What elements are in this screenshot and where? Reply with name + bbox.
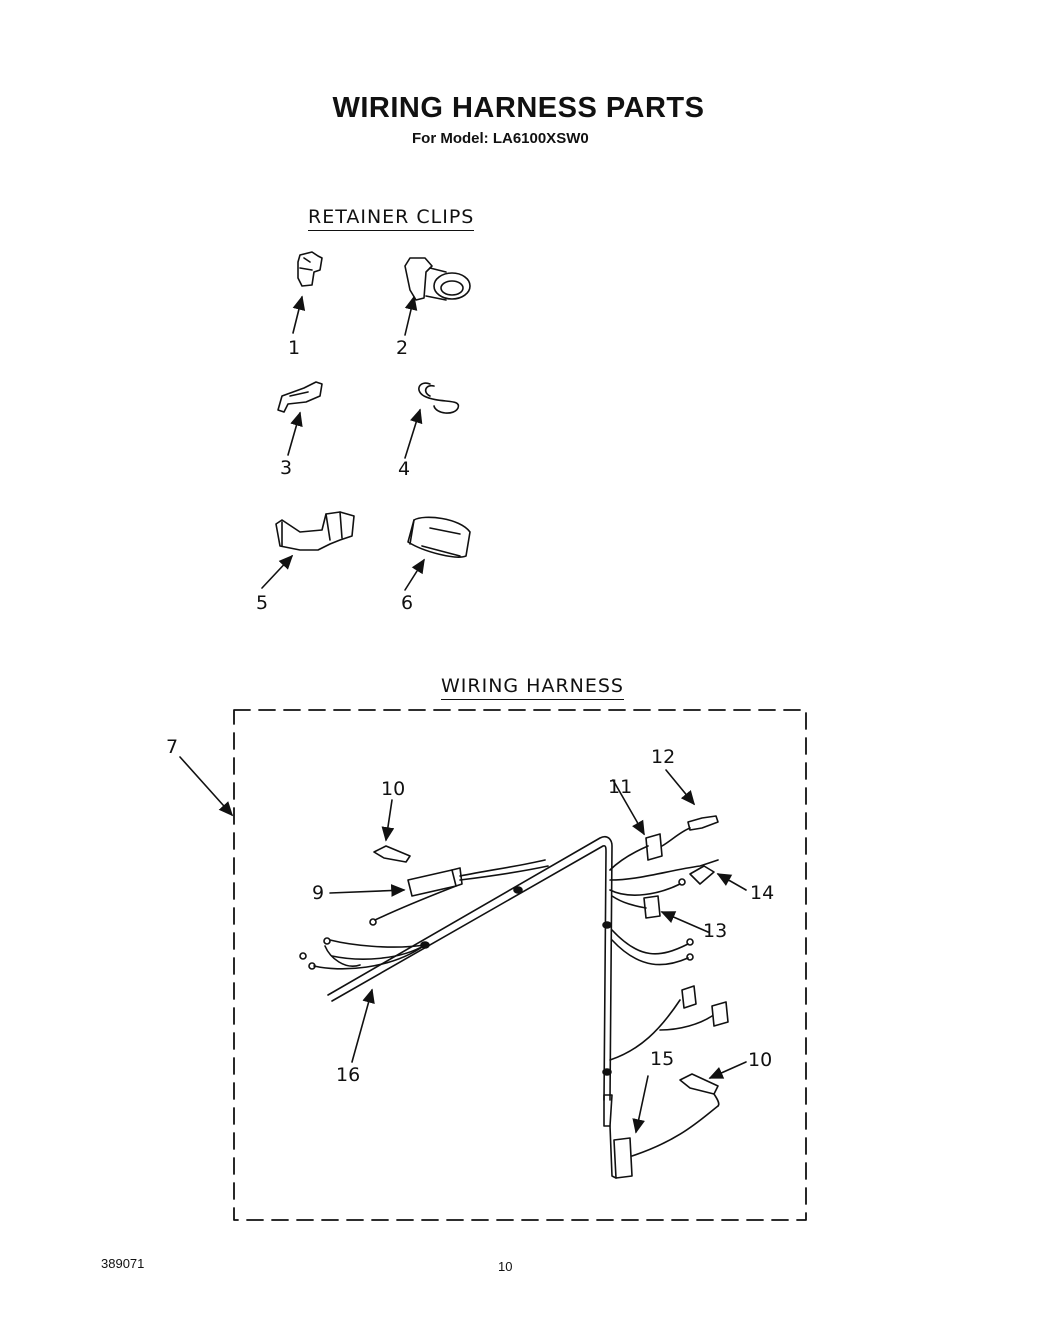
leader-15 [636, 1076, 648, 1132]
connector-11 [646, 834, 662, 860]
callout-10-right: 10 [748, 1049, 773, 1071]
callout-4: 4 [398, 458, 411, 480]
retainer-clip-2-drawing [405, 258, 470, 300]
callout-6: 6 [401, 592, 414, 614]
leader-10-right [710, 1062, 746, 1078]
connector-15 [604, 1095, 718, 1178]
callout-7: 7 [166, 736, 179, 758]
callout-16: 16 [336, 1064, 361, 1086]
connector-13 [644, 896, 660, 918]
leader-3 [288, 413, 300, 455]
leader-14 [718, 874, 746, 890]
connector-9 [408, 868, 462, 896]
leader-13 [662, 912, 708, 932]
wiring-harness-heading: WIRING HARNESS [441, 675, 624, 700]
terminal-14 [690, 866, 714, 884]
leader-1 [293, 297, 302, 333]
retainer-clip-6-drawing [408, 517, 470, 557]
callout-15: 15 [650, 1048, 675, 1070]
terminal-10-left [374, 846, 410, 862]
leader-6 [405, 560, 424, 590]
callout-9: 9 [312, 882, 325, 904]
callout-10-left: 10 [381, 778, 406, 800]
callout-13: 13 [703, 920, 728, 942]
model-subtitle: For Model: LA6100XSW0 [412, 130, 589, 147]
page-number: 10 [498, 1259, 513, 1274]
harness-main-trunk [328, 837, 612, 1100]
leader-2 [405, 297, 414, 335]
leader-16 [352, 990, 372, 1062]
page-title: WIRING HARNESS PARTS [332, 92, 705, 124]
leader-10-left [386, 800, 392, 840]
terminal-10-right [680, 1074, 719, 1106]
retainer-clip-5-drawing [276, 512, 354, 550]
retainer-clip-3-drawing [278, 382, 322, 412]
retainer-clips-heading: RETAINER CLIPS [308, 206, 474, 231]
connector-lower-b [712, 1002, 728, 1026]
leader-7 [180, 757, 232, 815]
harness-dashed-box [234, 710, 806, 1220]
callout-3: 3 [280, 457, 293, 479]
document-number: 389071 [101, 1256, 145, 1271]
retainer-clip-1-drawing [298, 252, 322, 286]
retainer-clip-4-drawing [419, 383, 459, 413]
callout-14: 14 [750, 882, 775, 904]
leader-4 [405, 410, 420, 458]
leader-9 [330, 890, 404, 893]
callout-5: 5 [256, 592, 269, 614]
callout-2: 2 [396, 337, 409, 359]
connector-lower-a [682, 986, 696, 1008]
callout-1: 1 [288, 337, 301, 359]
leader-12 [666, 770, 694, 804]
callout-11: 11 [608, 776, 633, 798]
leader-5 [262, 556, 292, 588]
terminal-12 [688, 816, 718, 830]
callout-12: 12 [651, 746, 676, 768]
